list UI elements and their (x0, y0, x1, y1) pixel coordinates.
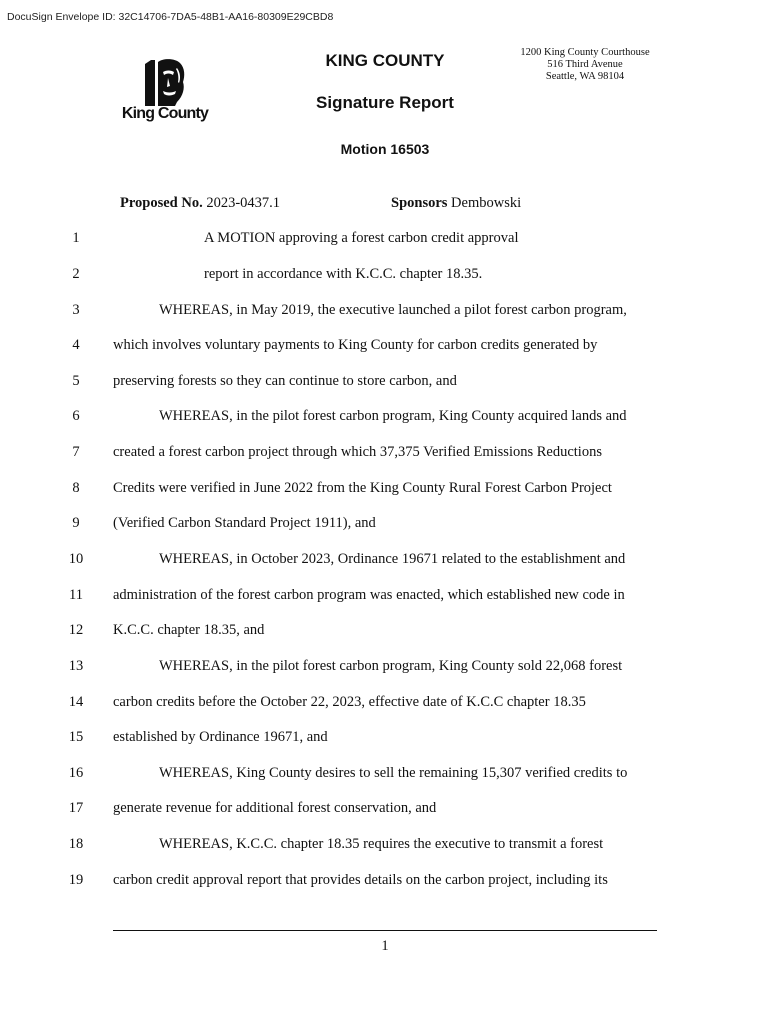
line-text: WHEREAS, in May 2019, the executive launched a pilot forest carbon program, (159, 302, 627, 318)
line-number: 3 (72, 302, 80, 318)
numbered-line (0, 622, 770, 642)
numbered-line (0, 515, 770, 535)
sponsors-label: Sponsors (391, 195, 448, 211)
line-text: K.C.C. chapter 18.35, and (113, 622, 265, 638)
motion-number: Motion 16503 (340, 141, 430, 157)
line-text: created a forest carbon project through which 37,375 Verified Emissions Reductions (113, 444, 602, 460)
line-text: WHEREAS, in October 2023, Ordinance 19671 related to the establishment and (159, 551, 626, 567)
line-number: 7 (72, 444, 80, 460)
numbered-line (0, 444, 770, 464)
line-number: 16 (68, 765, 84, 781)
footer-divider (113, 930, 657, 931)
numbered-line (0, 800, 770, 820)
docusign-envelope-id: DocuSign Envelope ID: 32C14706-7DA5-48B1-AA16-80309E29CBD8 (7, 11, 334, 23)
line-text: carbon credit approval report that provides details on the carbon project, including its (113, 872, 608, 888)
numbered-line (0, 765, 770, 785)
numbered-line (0, 230, 770, 250)
sponsors-value: Dembowski (451, 195, 522, 211)
line-number: 9 (72, 515, 80, 531)
line-text: WHEREAS, in the pilot forest carbon program, King County sold 22,068 forest (159, 658, 623, 674)
line-number: 15 (68, 729, 84, 745)
line-number: 6 (72, 408, 80, 424)
line-text: which involves voluntary payments to King County for carbon credits generated by (113, 337, 598, 353)
numbered-line (0, 337, 770, 357)
line-text: carbon credits before the October 22, 2023, effective date of K.C.C chapter 18.35 (113, 694, 586, 710)
line-number: 4 (72, 337, 80, 353)
mlk-portrait-icon (141, 58, 187, 106)
line-number: 13 (68, 658, 84, 674)
line-text: WHEREAS, K.C.C. chapter 18.35 requires the executive to transmit a forest (159, 836, 604, 852)
numbered-line (0, 266, 770, 286)
numbered-line (0, 302, 770, 322)
proposed-number (120, 195, 280, 212)
numbered-line (0, 872, 770, 892)
line-text: administration of the forest carbon program was enacted, which established new code in (113, 587, 625, 603)
address-block (505, 47, 665, 83)
line-text: A MOTION approving a forest carbon credit approval (204, 230, 519, 246)
address-line: 1200 King County Courthouse (520, 47, 650, 58)
line-text: Credits were verified in June 2022 from the King County Rural Forest Carbon Project (113, 480, 612, 496)
line-number: 10 (68, 551, 84, 567)
line-number: 12 (68, 622, 84, 638)
numbered-line (0, 587, 770, 607)
proposed-value: 2023-0437.1 (206, 195, 281, 211)
org-title: KING COUNTY (325, 51, 445, 70)
report-title: Signature Report (316, 93, 454, 112)
numbered-line (0, 836, 770, 856)
line-text: (Verified Carbon Standard Project 1911), and (113, 515, 376, 531)
line-number: 1 (72, 230, 80, 246)
line-text: preserving forests so they can continue to store carbon, and (113, 373, 457, 389)
line-number: 8 (72, 480, 80, 496)
address-line: 516 Third Avenue (547, 59, 623, 70)
line-number: 2 (72, 266, 80, 282)
numbered-line (0, 408, 770, 428)
line-number: 17 (68, 800, 84, 816)
numbered-line (0, 373, 770, 393)
line-text: report in accordance with K.C.C. chapter 18.35. (204, 266, 483, 282)
line-number: 11 (69, 587, 83, 603)
line-number: 18 (68, 836, 84, 852)
line-text: established by Ordinance 19671, and (113, 729, 328, 745)
line-number: 5 (72, 373, 80, 389)
logo-text: King County (121, 105, 209, 122)
numbered-line (0, 729, 770, 749)
proposed-label: Proposed No. (120, 195, 203, 211)
line-number: 19 (68, 872, 84, 888)
line-number: 14 (68, 694, 84, 710)
line-text: WHEREAS, King County desires to sell the remaining 15,307 verified credits to (159, 765, 628, 781)
line-text: WHEREAS, in the pilot forest carbon program, King County acquired lands and (159, 408, 627, 424)
numbered-line (0, 694, 770, 714)
numbered-line (0, 480, 770, 500)
numbered-line (0, 551, 770, 571)
page-number: 1 (381, 938, 389, 954)
numbered-line (0, 658, 770, 678)
sponsors (391, 195, 521, 212)
address-line: Seattle, WA 98104 (545, 71, 625, 82)
line-text: generate revenue for additional forest conservation, and (113, 800, 437, 816)
king-county-logo (117, 58, 213, 128)
